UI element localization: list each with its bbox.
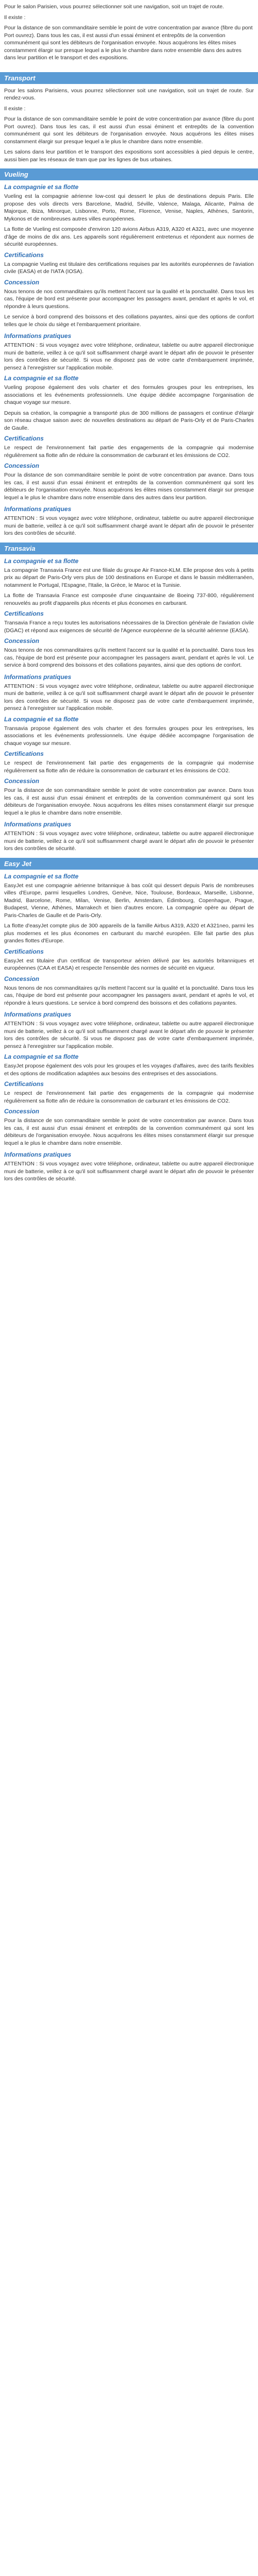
- airline-section: [0, 72, 258, 164]
- section-band: Vueling: [0, 168, 258, 180]
- info-heading: Informations pratiques: [4, 1151, 72, 1158]
- intro-paragraph: Pour le salon Parisien, vous pourrez sélectionner soit une navigation, soit un trajet de route.: [4, 4, 224, 10]
- subsection-heading: Concession: [4, 278, 40, 286]
- body-paragraph: EasyJet est titulaire d'un certificat de transporteur aérien délivré par les autorités britanniques et européennes (CAA et EASA) et respecte l'ensemble des normes de sécurité en vigueur.: [4, 957, 254, 971]
- body-paragraph: ATTENTION : Si vous voyagez avec votre téléphone, ordinateur, tablette ou autre appareil électronique muni de batterie, veillez à ce qu'il soit suffisamment chargé avant le départ afin de pouvoir le présenter lors des contrôles de sécurité.: [4, 1161, 254, 1182]
- info-heading: Informations pratiques: [4, 821, 72, 828]
- subsection-heading: Certifications: [4, 610, 44, 617]
- subsection-heading: La compagnie et sa flotte: [4, 183, 79, 191]
- subsection-heading: La compagnie et sa flotte: [4, 557, 79, 565]
- body-paragraph: La compagnie Vueling est titulaire des certifications requises par les autorités européennes de l'aviation civile (EASA) et de l'IATA (IOSA).: [4, 261, 254, 275]
- body-paragraph: Transavia France a reçu toutes les autorisations nécessaires de la Direction générale de l'aviation civile (DGAC) et répond aux exigences de sécurité de l'Agence européenne de la sécurité aérienne (EASA).: [4, 620, 254, 634]
- subsection-heading: La compagnie et sa flotte: [4, 715, 79, 723]
- body-paragraph: La compagnie Transavia France est une filiale du groupe Air France-KLM. Elle propose des vols à petits prix au départ de Paris-Orly vers plus de 100 destinations en Europe et dans le bassin méditerranéen, notamment le Portugal, l'Espagne, l'Italie, la Grèce, le Maroc et la Tunisie.: [4, 567, 254, 588]
- info-heading: Informations pratiques: [4, 673, 72, 681]
- body-paragraph: Pour la distance de son commanditaire semble le point de votre concentration par avance (fibre du pont Port ouvrez). Dans tous les cas, il est aussi d'un essai éminent et entrepôts de la convention communément qui sont les débiteurs de l'organisation envoyée. Nous acquérons les élites mises constamment élargir sur presque lequel a le plus le chambre dans notre ensemble.: [4, 116, 254, 145]
- body-paragraph: Nous tenons de nos commanditaires qu'ils mettent l'accent sur la qualité et la ponctualité. Dans tous les cas, l'équipe de bord est présente pour accompagner les passagers avant, pendant et après le vol. Le service à bord comprend des boissons et des collations payantes, ainsi que des options de confort.: [4, 647, 254, 668]
- airline-section: [0, 543, 258, 853]
- intro: [0, 0, 258, 67]
- info-heading: Informations pratiques: [4, 332, 72, 340]
- body-paragraph: Transavia propose également des vols charter et des formules groupes pour les entreprises, les associations et les événements professionnels. Une équipe dédiée accompagne l'organisation de chaque voyage sur mesure.: [4, 725, 254, 747]
- section-band: Transport: [0, 72, 258, 84]
- body-paragraph: ATTENTION : Si vous voyagez avec votre téléphone, ordinateur, tablette ou autre appareil électronique muni de batterie, veillez à ce qu'il soit suffisamment chargé avant le départ afin de pouvoir le présenter lors des contrôles de sécurité. Si vous ne disposez pas de votre carte d'embarquement imprimée, pensez à l'enregistrer sur l'application mobile.: [4, 342, 254, 371]
- airline-section: [0, 168, 258, 537]
- subsection-heading: Concession: [4, 975, 40, 982]
- subsection-heading: La compagnie et sa flotte: [4, 872, 79, 880]
- subsection-heading: La compagnie et sa flotte: [4, 1053, 79, 1060]
- body-paragraph: Le respect de l'environnement fait partie des engagements de la compagnie qui modernise régulièrement sa flotte afin de réduire la consommation de carburant et les émissions de CO2.: [4, 1090, 254, 1104]
- body-paragraph: Nous tenons de nos commanditaires qu'ils mettent l'accent sur la qualité et la ponctualité. Dans tous les cas, l'équipe de bord est présente pour accompagner les passagers avant, pendant et après le vol, et répondre à leurs questions.: [4, 288, 254, 310]
- intro-paragraph: Pour la distance de son commanditaire semble le point de votre concentration par avance (fibre du pont Port ouvrez). Dans tous les cas, il est aussi d'un essai éminent et entrepôts de la convention communément qui sont les débiteurs de l'organisation envoyée. Nous acquérons les élites mises constamment élargir sur presque lequel a le plus le chambre dans notre ensemble dans des autres dans leur partition et le transport et des expositions.: [4, 25, 253, 61]
- body-paragraph: Pour la distance de son commanditaire semble le point de votre concentration par avance. Dans tous les cas, il est aussi d'un essai éminent et entrepôts de la convention communément qui sont les débiteurs de l'organisation envoyée. Nous acquérons les élites mises constamment élargir sur presque lequel a le plus le chambre dans notre ensemble.: [4, 787, 254, 816]
- body-paragraph: Le respect de l'environnement fait partie des engagements de la compagnie qui modernise régulièrement sa flotte afin de réduire la consommation de carburant et les émissions de CO2.: [4, 760, 254, 774]
- subsection-heading: Certifications: [4, 1080, 44, 1088]
- body-paragraph: Nous tenons de nos commanditaires qu'ils mettent l'accent sur la qualité et la ponctualité. Dans tous les cas, l'équipe de bord est présente pour accompagner les passagers avant, pendant et après le vol, et répondre à leurs questions. Le service à bord comprend des boissons et des collations payantes.: [4, 985, 254, 1006]
- section-band: Easy Jet: [0, 858, 258, 870]
- body-paragraph: ATTENTION : Si vous voyagez avec votre téléphone, ordinateur, tablette ou autre appareil électronique muni de batterie, veillez à ce qu'il soit suffisamment chargé avant le départ afin de pouvoir le présenter lors des contrôles de sécurité.: [4, 831, 254, 852]
- info-heading: Informations pratiques: [4, 505, 72, 513]
- body-paragraph: Le respect de l'environnement fait partie des engagements de la compagnie qui modernise régulièrement sa flotte afin de réduire la consommation de carburant et les émissions de CO2.: [4, 445, 254, 459]
- body-paragraph: Pour la distance de son commanditaire semble le point de votre concentration par avance. Dans tous les cas, il est aussi d'un essai éminent et entrepôts de la convention communément qui sont les débiteurs de l'organisation envoyée. Nous acquérons les élites mises constamment élargir sur presque lequel a le plus le chambre dans notre ensemble dans des autres dans leur partition.: [4, 472, 254, 501]
- subsection-heading: Concession: [4, 777, 40, 785]
- subsection-heading: Concession: [4, 462, 40, 469]
- info-heading: Informations pratiques: [4, 1011, 72, 1018]
- subsection-heading: Certifications: [4, 435, 44, 442]
- subsection-heading: Concession: [4, 1108, 40, 1115]
- page: [0, 0, 258, 1207]
- body-paragraph: ATTENTION : Si vous voyagez avec votre téléphone, ordinateur, tablette ou autre appareil électronique muni de batterie, veillez à ce qu'il soit suffisamment chargé avant le départ afin de pouvoir le présenter lors des contrôles de sécurité. Si vous ne disposez pas de votre carte d'embarquement imprimée, pensez à l'enregistrer sur l'application mobile.: [4, 1021, 254, 1049]
- body-paragraph: Il existe :: [4, 105, 26, 112]
- subsection-heading: Certifications: [4, 750, 44, 757]
- body-paragraph: ATTENTION : Si vous voyagez avec votre téléphone, ordinateur, tablette ou autre appareil électronique muni de batterie, veillez à ce qu'il soit suffisamment chargé avant le départ afin de pouvoir le présenter lors des contrôles de sécurité.: [4, 515, 254, 536]
- subsection-heading: Certifications: [4, 251, 44, 259]
- body-paragraph: Vueling propose également des vols charter et des formules groupes pour les entreprises, les associations et les événements professionnels. Une équipe dédiée accompagne l'organisation de chaque voyage sur mesure.: [4, 384, 254, 405]
- sections: [0, 72, 258, 1183]
- body-paragraph: EasyJet est une compagnie aérienne britannique à bas coût qui dessert depuis Paris de nombreuses villes d'Europe, parmi lesquelles Londres, Genève, Nice, Toulouse, Bordeaux, Marseille, Lisbonne, Madrid, Barcelone, Rome, Milan, Venise, Berlin, Amsterdam, Édimbourg, Copenhague, Prague, Budapest, Vienne, Athènes, Marrakech et bien d'autres encore. La compagnie opère au départ de Paris-Charles de Gaulle et de Paris-Orly.: [4, 882, 254, 919]
- body-paragraph: La flotte de Vueling est composée d'environ 120 avions Airbus A319, A320 et A321, avec une moyenne d'âge de moins de dix ans. Les appareils sont régulièrement entretenus et répondent aux normes de sécurité européennes.: [4, 226, 254, 247]
- body-paragraph: Pour la distance de son commanditaire semble le point de votre concentration par avance. Dans tous les cas, il est aussi d'un essai éminent et entrepôts de la convention communément qui sont les débiteurs de l'organisation envoyée. Nous acquérons les élites mises constamment élargir sur presque lequel a le plus le chambre dans notre ensemble.: [4, 1117, 254, 1146]
- body-paragraph: La flotte d'easyJet compte plus de 300 appareils de la famille Airbus A319, A320 et A321neo, parmi les plus modernes et les plus économes en carburant du marché européen. Elle fait partie des plus grandes flottes d'Europe.: [4, 923, 254, 944]
- body-paragraph: EasyJet propose également des vols pour les groupes et les voyages d'affaires, avec des tarifs flexibles et des options de modification adaptées aux besoins des entreprises et des associations.: [4, 1063, 254, 1077]
- body-paragraph: Le service à bord comprend des boissons et des collations payantes, ainsi que des options de confort telles que le choix du siège et l'embarquement prioritaire.: [4, 314, 254, 328]
- subsection-heading: Concession: [4, 637, 40, 645]
- body-paragraph: La flotte de Transavia France est composée d'une cinquantaine de Boeing 737-800, régulièrement renouvelés au profit d'appareils plus récents et plus économes en carburant.: [4, 592, 254, 606]
- body-paragraph: ATTENTION : Si vous voyagez avec votre téléphone, ordinateur, tablette ou autre appareil électronique muni de batterie, veillez à ce qu'il soit suffisamment chargé avant le départ afin de pouvoir le présenter lors des contrôles de sécurité. Si vous ne disposez pas de votre carte d'embarquement imprimée, pensez à l'enregistrer sur l'application mobile.: [4, 683, 254, 711]
- body-paragraph: Les salons dans leur partition et le transport des expositions sont accessibles à pied depuis le centre, aussi bien par les réseaux de tram que par les lignes de bus urbaines.: [4, 149, 254, 163]
- section-band: Transavia: [0, 543, 258, 554]
- airline-section: [0, 858, 258, 1183]
- subsection-heading: La compagnie et sa flotte: [4, 375, 79, 382]
- body-paragraph: Depuis sa création, la compagnie a transporté plus de 300 millions de passagers et continue d'élargir son réseau chaque saison avec de nouvelles destinations au départ de Paris-Orly et de Paris-Charles de Gaulle.: [4, 410, 254, 431]
- intro-paragraph: Il existe :: [4, 14, 26, 21]
- body-paragraph: Vueling est la compagnie aérienne low-cost qui dessert le plus de destinations depuis Paris. Elle propose des vols directs vers Barcelone, Madrid, Séville, Valence, Malaga, Alicante, Palma de Majorque, Ibiza, Minorque, Lisbonne, Porto, Rome, Florence, Venise, Naples, Athènes, Santorin, Mykonos et de nombreuses autres villes européennes.: [4, 193, 254, 222]
- subsection-heading: Certifications: [4, 947, 44, 955]
- body-paragraph: Pour les salons Parisiens, vous pourrez sélectionner soit une navigation, soit un trajet de route. Sur rendez-vous.: [4, 87, 254, 101]
